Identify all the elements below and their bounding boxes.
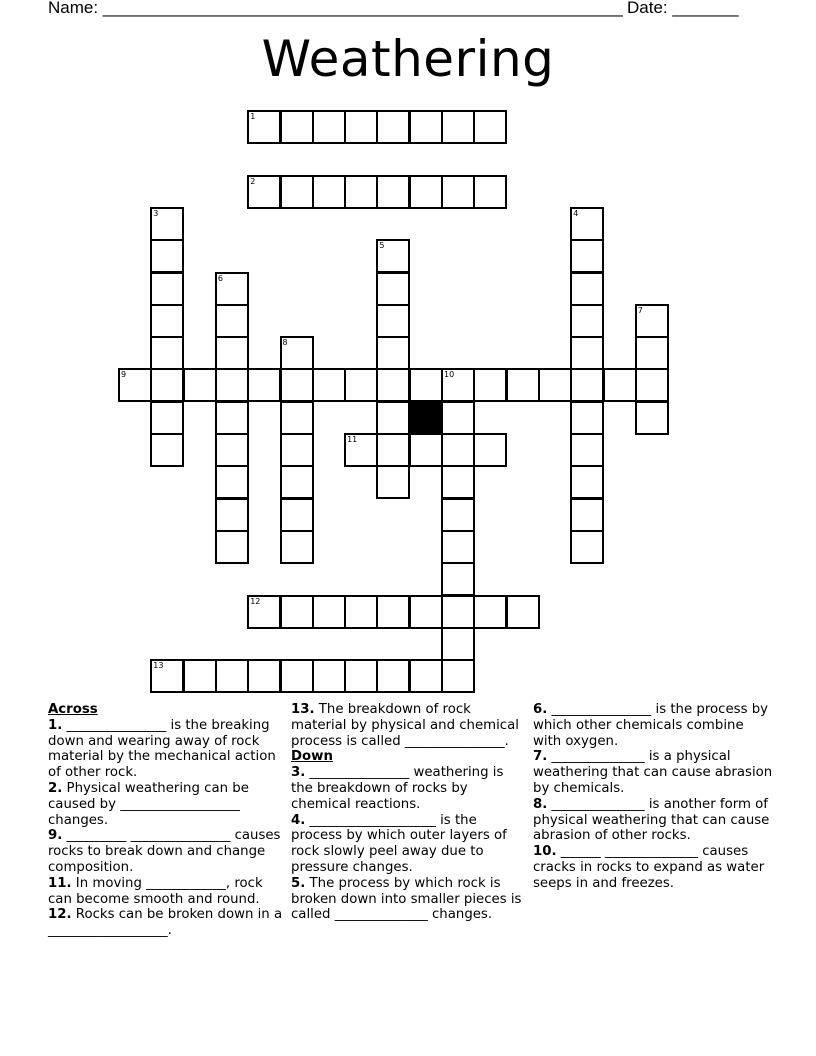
crossword-cell[interactable] (409, 595, 443, 629)
clue-text: The process by which rock is broken down into smaller pieces is called ______________ changes. (291, 875, 522, 923)
clues-column-3 (533, 702, 773, 892)
crossword-cell[interactable] (312, 595, 346, 629)
crossword-cell[interactable] (280, 498, 314, 532)
crossword-cell[interactable] (635, 401, 669, 435)
crossword-cell[interactable] (150, 336, 184, 370)
crossword-cell[interactable] (506, 595, 540, 629)
down-heading: Down (291, 749, 333, 765)
crossword-cell[interactable] (409, 175, 443, 209)
crossword-cell[interactable] (247, 368, 281, 402)
crossword-cell[interactable] (280, 336, 314, 370)
clue-text: ______________ is another form of physical weathering that can cause abrasion of other rocks. (533, 796, 770, 844)
name-line: Name: _______________________________________________________ (48, 0, 623, 17)
clue-text: ___________________ is the process by which outer layers of rock slowly peel away due to pressure changes. (291, 812, 507, 875)
crossword-cell[interactable] (280, 530, 314, 564)
crossword-cell[interactable] (344, 175, 378, 209)
clues-column-2 (291, 702, 523, 923)
cell-number: 3 (153, 208, 159, 218)
crossword-cell[interactable] (150, 401, 184, 435)
crossword-cell[interactable] (215, 336, 249, 370)
crossword-cell[interactable] (344, 433, 378, 467)
clue-number: 6. (533, 702, 548, 717)
cell-number: 4 (573, 208, 579, 218)
crossword-cell[interactable] (409, 368, 443, 402)
cell-number: 1 (250, 112, 256, 121)
crossword-cell[interactable] (441, 433, 475, 467)
cell-number: 5 (379, 241, 385, 251)
crossword-cell[interactable] (570, 272, 604, 306)
clues-column-1 (48, 702, 284, 939)
clue-down-3 (291, 765, 523, 812)
crossword-cell[interactable] (215, 465, 249, 499)
crossword-cell[interactable] (441, 368, 475, 402)
crossword-cell[interactable] (473, 110, 507, 144)
crossword-cell[interactable] (409, 110, 443, 144)
crossword-cell[interactable] (376, 110, 410, 144)
crossword-cell[interactable] (376, 401, 410, 435)
clue-text: _______________ weathering is the breakdown of rocks by chemical reactions. (291, 765, 504, 812)
crossword-cell[interactable] (376, 368, 410, 402)
crossword-cell[interactable] (312, 175, 346, 209)
crossword-cell[interactable] (409, 433, 443, 467)
clue-across-2 (48, 781, 284, 828)
clue-text: ______ ______________ causes cracks in rocks to expand as water seeps in and freezes. (533, 844, 765, 891)
crossword-cell[interactable] (603, 368, 637, 402)
cell-number: 8 (282, 338, 288, 348)
crossword-cell[interactable] (376, 272, 410, 306)
crossword-cell[interactable] (280, 110, 314, 144)
crossword-cell[interactable] (215, 368, 249, 402)
clue-number: 11. (48, 875, 72, 891)
crossword-cell[interactable] (376, 433, 410, 467)
crossword-cell[interactable] (376, 239, 410, 273)
crossword-cell[interactable] (280, 401, 314, 435)
crossword-cell[interactable] (473, 595, 507, 629)
crossword-cell[interactable] (570, 433, 604, 467)
crossword-cell[interactable] (635, 336, 669, 370)
clue-down-5 (291, 876, 523, 923)
crossword-cell[interactable] (215, 498, 249, 532)
cell-number: 6 (217, 273, 223, 283)
crossword-cell[interactable] (441, 595, 475, 629)
clue-number: 12. (48, 907, 72, 923)
crossword-cell[interactable] (441, 659, 475, 693)
crossword-cell[interactable] (247, 110, 281, 144)
crossword-cell[interactable] (635, 304, 669, 338)
page-title: Weathering (261, 30, 555, 88)
clue-across-11 (48, 876, 284, 908)
clue-across-1 (48, 718, 284, 781)
crossword-cell[interactable] (150, 239, 184, 273)
clue-text: _________ _______________ causes rocks to break down and change composition. (48, 828, 281, 875)
crossword-cell[interactable] (312, 659, 346, 693)
crossword-cell[interactable] (570, 304, 604, 338)
crossword-cell[interactable] (473, 175, 507, 209)
clue-text: In moving ____________, rock can become smooth and round. (48, 875, 263, 907)
crossword-cell[interactable] (344, 595, 378, 629)
crossword-cell[interactable] (376, 465, 410, 499)
clue-text: _______________ is the process by which other chemicals combine with oxygen. (533, 702, 769, 749)
crossword-cell[interactable] (150, 304, 184, 338)
clue-down-7 (533, 749, 773, 796)
clue-text: Physical weathering can be caused by __________________ changes. (48, 780, 249, 828)
crossword-cell[interactable] (570, 401, 604, 435)
crossword-cell[interactable] (376, 175, 410, 209)
crossword-cell[interactable] (538, 368, 572, 402)
clue-text: The breakdown of rock material by physical and chemical process is called _______________. (291, 702, 519, 749)
crossword-cell[interactable] (570, 207, 604, 241)
clue-across-9 (48, 828, 284, 875)
crossword-cell[interactable] (150, 207, 184, 241)
cell-number: 10 (444, 370, 455, 380)
date-line: Date: _______ (627, 0, 739, 17)
crossword-cell[interactable] (280, 465, 314, 499)
clue-number: 9. (48, 828, 63, 844)
crossword-cell[interactable] (247, 175, 281, 209)
clue-across-12 (48, 907, 284, 939)
crossword-cell[interactable] (344, 368, 378, 402)
clue-down-8 (533, 797, 773, 844)
clue-text: ______________ is a physical weathering that can cause abrasion by chemicals. (533, 749, 773, 796)
crossword-cell[interactable] (247, 659, 281, 693)
clue-down-6 (533, 702, 773, 749)
crossword-cell[interactable] (215, 530, 249, 564)
clue-text: _______________ is the breaking down and wearing away of rock material by the mechanical action of other rock. (48, 717, 276, 781)
crossword-cell[interactable] (280, 433, 314, 467)
crossword-cell[interactable] (376, 659, 410, 693)
crossword-cell[interactable] (376, 304, 410, 338)
crossword-cell[interactable] (150, 368, 184, 402)
clue-number: 1. (48, 717, 63, 733)
crossword-cell[interactable] (409, 659, 443, 693)
crossword-cell[interactable] (506, 368, 540, 402)
crossword-cell[interactable] (441, 530, 475, 564)
crossword-cell[interactable] (441, 627, 475, 661)
clue-number: 5. (291, 875, 306, 891)
crossword-cell[interactable] (635, 368, 669, 402)
crossword-cell[interactable] (473, 368, 507, 402)
crossword-cell[interactable] (441, 465, 475, 499)
clue-number: 2. (48, 780, 63, 796)
crossword-cell[interactable] (570, 530, 604, 564)
clue-number: 10. (533, 844, 557, 860)
crossword-cell[interactable] (280, 595, 314, 629)
crossword-cell[interactable] (150, 433, 184, 467)
across-heading: Across (48, 702, 98, 717)
clue-number: 7. (533, 749, 548, 765)
crossword-cell[interactable] (570, 368, 604, 402)
crossword-cell[interactable] (312, 110, 346, 144)
crossword-cell[interactable] (215, 433, 249, 467)
cell-number: 11 (347, 435, 358, 444)
crossword-cell[interactable] (215, 659, 249, 693)
crossword-cell[interactable] (280, 368, 314, 402)
cell-number: 2 (250, 176, 256, 186)
crossword-cell[interactable] (312, 368, 346, 402)
crossword-cell[interactable] (215, 272, 249, 306)
cell-number: 13 (153, 661, 164, 671)
crossword-cell[interactable] (441, 110, 475, 144)
black-square (409, 401, 443, 435)
crossword-cell[interactable] (376, 595, 410, 629)
clue-across-13 (291, 702, 523, 749)
crossword-cell[interactable] (150, 272, 184, 306)
crossword-cell[interactable] (215, 401, 249, 435)
clue-down-4 (291, 813, 523, 876)
crossword-cell[interactable] (441, 498, 475, 532)
crossword-cell[interactable] (441, 175, 475, 209)
crossword-cell[interactable] (376, 336, 410, 370)
crossword-cell[interactable] (344, 110, 378, 144)
crossword-cell[interactable] (570, 336, 604, 370)
crossword-cell[interactable] (570, 239, 604, 273)
crossword-cell[interactable] (441, 401, 475, 435)
cell-number: 7 (637, 305, 643, 315)
crossword-cell[interactable] (247, 595, 281, 629)
crossword-cell[interactable] (473, 433, 507, 467)
clue-text: Rocks can be broken down in a __________________. (48, 907, 283, 939)
clue-number: 8. (533, 796, 548, 812)
crossword-cell[interactable] (570, 465, 604, 499)
clue-down-10 (533, 844, 773, 891)
clue-number: 4. (291, 812, 306, 828)
crossword-cell[interactable] (183, 659, 217, 693)
cell-number: 12 (250, 596, 261, 606)
crossword-cell[interactable] (215, 304, 249, 338)
crossword-cell[interactable] (280, 175, 314, 209)
crossword-cell[interactable] (344, 659, 378, 693)
crossword-cell[interactable] (570, 498, 604, 532)
clue-number: 13. (291, 702, 315, 717)
clue-number: 3. (291, 765, 306, 781)
crossword-cell[interactable] (183, 368, 217, 402)
crossword-cell[interactable] (118, 368, 152, 402)
crossword-cell[interactable] (280, 659, 314, 693)
crossword-cell[interactable] (441, 562, 475, 596)
crossword-cell[interactable] (150, 659, 184, 693)
cell-number: 9 (121, 370, 127, 380)
